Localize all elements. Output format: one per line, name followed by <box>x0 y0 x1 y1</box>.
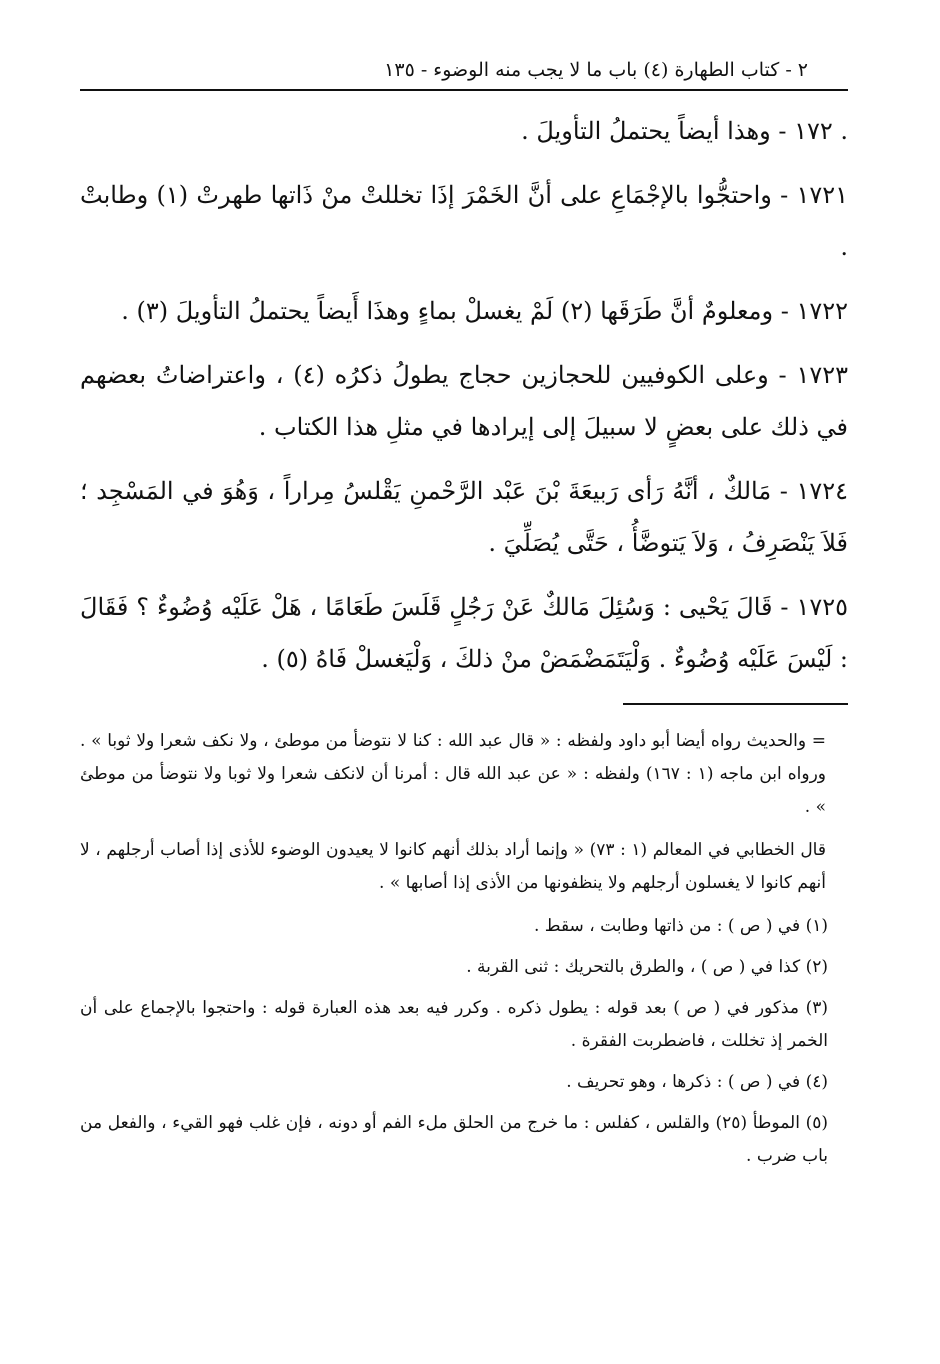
paragraph-172: . ١٧٢ - وهذا أيضاً يحتملُ التأويلَ . <box>521 117 848 145</box>
running-header <box>80 55 848 91</box>
book-page <box>80 55 848 1181</box>
footnote-3: (٣) مذكور في ( ص ) بعد قوله : يطول ذكره . وكرر فيه بعد هذه العبارة قوله : واحتجوا بالإجماع على أن الخمر إذ تخللت ، فاضطربت الفقرة . <box>80 998 828 1051</box>
running-title: ٢ - كتاب الطهارة (٤) باب ما لا يجب منه الوضوء - ١٣٥ <box>384 59 808 81</box>
footnote-4: (٤) في ( ص ) : ذكرها ، وهو تحريف . <box>566 1072 828 1092</box>
paragraph-1723: ١٧٢٣ - وعلى الكوفيين للحجازين حجاج يطولُ ذكرُه (٤) ، واعتراضاتُ بعضهم في ذلك على بعضٍ لا سبيلَ إلى إيرادها في مثلِ هذا الكتاب . <box>80 361 848 441</box>
footnote-separator <box>623 703 848 705</box>
main-text <box>80 105 848 685</box>
footnote-5: (٥) الموطأ (٢٥) والقلس ، كفلس : ما خرج من الحلق ملء الفم أو دونه ، فإن غلب فهو القيء ، والفعل من باب ضرب . <box>80 1113 828 1166</box>
footnote-continuation-hadith: = والحديث رواه أيضا أبو داود ولفظه : « قال عبد الله : كنا لا نتوضأ من موطئ ، ولا نكف شعرا ولا ثوبا » . ورواه ابن ماجه (١ : ١٦٧) ولفظه : « عن عبد الله قال : أمرنا أن لانكف شعرا ولا ثوبا ولا نتوضأ من موطئ » . <box>80 731 827 817</box>
paragraph-1721: ١٧٢١ - واحتجُّوا بالإجْمَاعِ على أنَّ الخَمْرَ إذَا تخللتْ منْ ذَاتها طهرتْ (١) وطابتْ . <box>80 181 848 261</box>
footnote-1: (١) في ( ص ) : من ذاتها وطابت ، سقط . <box>534 916 828 936</box>
paragraph-1722: ١٧٢٢ - ومعلومٌ أنَّ طَرَقَها (٢) لَمْ يغسلْ بماءٍ وهذَا أَيضاً يحتملُ التأويلَ (٣) . <box>121 297 848 325</box>
paragraph-1725: ١٧٢٥ - قَالَ يَحْيى : وَسُئِلَ مَالكٌ عَنْ رَجُلٍ قَلَسَ طَعَامًا ، هَلْ عَلَيْه وُضُوءٌ ؟ فَقَالَ : لَيْسَ عَلَيْه وُضُوءٌ . وَلْيَتَمَضْمَضْ منْ ذلكَ ، وَلْيَغسلْ فَاهُ (٥) . <box>80 593 848 673</box>
paragraph-1724: ١٧٢٤ - مَالكٌ ، أنَّهُ رَأى رَبيعَةَ بْنَ عَبْد الرَّحْمنِ يَقْلسُ مِراراً ، وَهُوَ في المَسْجِد ؛ فَلاَ يَنْصَرِفُ ، وَلاَ يَتوضَّأُ ، حَتَّى يُصَلِّيَ . <box>80 477 848 557</box>
footnote-continuation-khattabi: قال الخطابي في المعالم (١ : ٧٣) « وإنما أراد بذلك أنهم كانوا لا يعيدون الوضوء للأذى إذا أصاب أرجلهم ، لا أنهم كانوا لا يغسلون أرجلهم ولا ينظفونها من الأذى إذا أصابها » . <box>80 840 826 893</box>
footnote-2: (٢) كذا في ( ص ) ، والطرق بالتحريك : ثنى القربة . <box>466 957 828 977</box>
footnotes <box>80 725 848 1173</box>
